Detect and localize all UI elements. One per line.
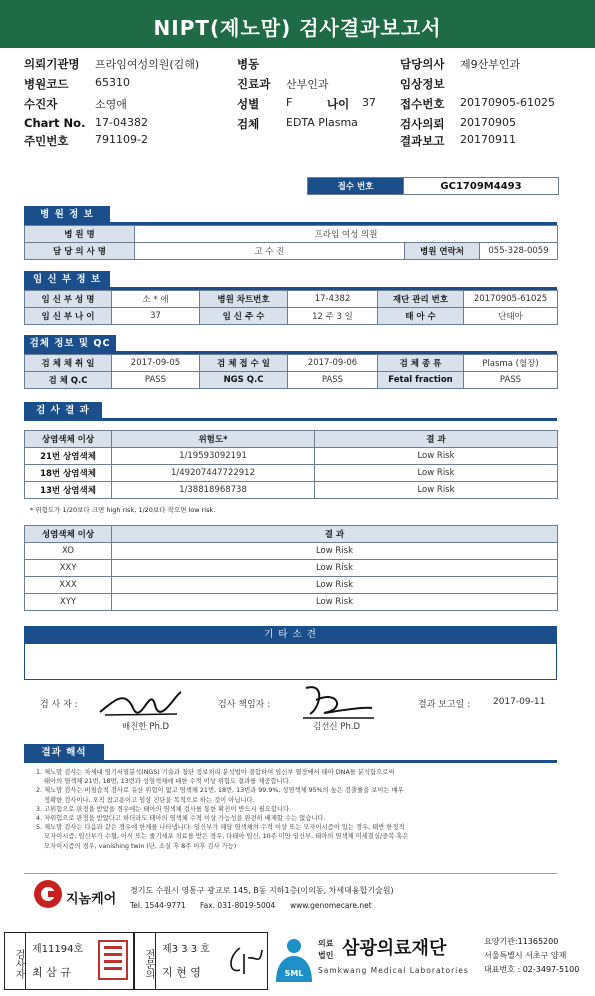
hospital-name-value: 프라임 여성 의원 [135, 226, 558, 243]
sample-type-value: Plasma (혈장) [464, 355, 558, 372]
doctor-name-value: 고 수 진 [135, 243, 405, 260]
sample-qc-value: PASS [112, 372, 200, 389]
result-value: Low Risk [112, 560, 558, 577]
age-label: 나이 [327, 97, 350, 111]
examiner-license: 제11194호 [32, 944, 84, 955]
chromosome-name: 18번 상염색체 [25, 465, 112, 482]
result-header: 결 과 [315, 431, 558, 448]
sml-logo-icon [272, 936, 316, 984]
request-date: 20170905 [460, 116, 516, 129]
report-date: 20170911 [460, 133, 516, 146]
examiner-signature [95, 680, 185, 720]
section-divider [24, 418, 557, 421]
dept-label: 진료과 [237, 77, 271, 91]
pregnant-age-label: 임 신 부 나 이 [25, 308, 112, 325]
ngs-qc-value: PASS [288, 372, 378, 389]
risk-value: 1/19593092191 [112, 448, 315, 465]
fetus-count-label: 태 아 수 [378, 308, 464, 325]
table-row [25, 560, 558, 577]
mgmt-number-value: 20170905-61025 [464, 291, 558, 308]
interpretation-line: 모자이시즘, 임신부가 수혈, 이식 또는 줄기세포 치료를 받은 경우, 다태아 임신, 10주 미만 임신부, 태아의 염색체 미세결실/중복 혹은 [44, 833, 409, 841]
chart-number-value: 17-4382 [288, 291, 378, 308]
table-row [25, 448, 558, 465]
interpretation-line: 4. 저위험으로 판정을 받았다고 하더라도 태아의 염색체 수적 이상 가능성을 완전히 배제할 수는 없습니다. [36, 815, 326, 823]
risk-footnote: * 위험도가 1/20보다 크면 high risk, 1/20보다 작으면 low risk. [30, 506, 216, 514]
interpretation-line: 태아의 염색체 21번, 18번, 13번과 성염색체에 대한 수적 이상 위험도 결과를 제공합니다. [44, 778, 291, 786]
risk-header: 위험도* [112, 431, 315, 448]
sex-chromosome-table [24, 525, 558, 611]
interpretation-line: 2. 제노맘 검사는 비침습적 검사로 유산 위험이 없고 염색체 21번, 18번, 13번과 99.9%, 성염색체 95%의 높은 검출률을 보이는 매우 [36, 787, 404, 795]
interpretation-text [36, 768, 551, 851]
company-address: 경기도 수원시 영통구 광교로 145, B동 지하1층(이의동, 차세대융합기술원) [130, 886, 394, 895]
interpretation-line: 1. 제노맘 검사는 차세대 염기서열분석(NGS) 기술과 첨단 정보처리 분석법이 결합하여 임신부 혈장에서 태아 DNA를 분석함으로써 [36, 769, 395, 776]
hospital-phone-label: 병원 연락처 [405, 243, 480, 260]
chief-label: 검사 책임자 : [218, 700, 271, 710]
result-value: Low Risk [112, 577, 558, 594]
pregnant-name-label: 임 신 부 성 명 [25, 291, 112, 308]
specimen-label: 검체 [237, 117, 260, 131]
table-row [25, 482, 558, 499]
chart-no: 17-04382 [95, 116, 148, 129]
autosome-header: 상염색체 이상 [25, 431, 112, 448]
hospital-info-table [24, 225, 558, 260]
chief-signature [298, 678, 378, 720]
interpretation-line: 3. 고위험으로 판정을 받았을 경우에는 태아의 염색체 검사를 통한 확진이 반드시 필요합니다. [36, 805, 292, 813]
chromosome-name: 13번 상염색체 [25, 482, 112, 499]
section-divider [24, 760, 557, 763]
examiner-name: 배진한 Ph.D [122, 722, 170, 732]
interpretation-line: 정확한 검사이나, 오직 참고용이고 임상 진단을 목적으로 하는 것이 아닙니다. [44, 796, 255, 804]
org-prefix-2: 법인 [318, 951, 334, 960]
dept: 산부인과 [286, 78, 329, 91]
hospital-code: 65310 [95, 76, 130, 89]
specialist-license: 제3 3 3 호 [162, 944, 210, 955]
gestation-weeks-label: 임 신 주 수 [200, 308, 288, 325]
company-name: 지놈케어 [66, 892, 117, 907]
autosome-table [24, 430, 558, 499]
receipt-table [307, 177, 559, 195]
sample-type-label: 검 체 종 류 [378, 355, 464, 372]
pregnant-age-value: 37 [112, 308, 200, 325]
hospital-name-label: 의뢰기관명 [24, 57, 80, 71]
sample-qc-label: 검 체 Q.C [25, 372, 112, 389]
report-date-label: 결과 보고일 : [418, 700, 471, 710]
examiner-seal [96, 938, 130, 982]
sex-chromosome-header: 성염색체 이상 [25, 526, 112, 543]
karyotype: XO [25, 543, 112, 560]
request-label: 검사의뢰 [400, 117, 445, 131]
ngs-qc-label: NGS Q.C [200, 372, 288, 389]
result-section-title: 검 사 결 과 [24, 402, 102, 419]
interpretation-section-title: 결과 해석 [24, 744, 104, 761]
result-value: Low Risk [315, 465, 558, 482]
doctor-name-label: 담 당 의 사 명 [25, 243, 135, 260]
hospital-name-label: 병 원 명 [25, 226, 135, 243]
chromosome-name: 21번 상염색체 [25, 448, 112, 465]
examiner-label: 검 사 자 : [40, 700, 78, 710]
hospital-code-label: 병원코드 [24, 77, 69, 91]
specialist-signature [226, 944, 264, 980]
doctor: 제9산부인과 [460, 58, 521, 71]
other-findings-title: 기 타 소 견 [24, 626, 557, 644]
karyotype: XXY [25, 560, 112, 577]
age: 37 [362, 96, 376, 109]
chart-label: Chart No. [24, 116, 86, 130]
org-phone: 대표번호 : 02-3497-5100 [484, 965, 580, 974]
org-address: 서울특별시 서초구 양재 [484, 951, 567, 960]
footer [0, 930, 595, 996]
table-row [25, 594, 558, 611]
sex: F [286, 96, 293, 109]
sml-logo-text: SML [284, 969, 304, 978]
org-prefix-1: 의료 [318, 939, 334, 948]
patient-info-table [24, 290, 558, 325]
fetus-count-value: 단태아 [464, 308, 558, 325]
result-value: Low Risk [315, 482, 558, 499]
result-value: Low Risk [112, 543, 558, 560]
company-tel: Tel. 1544-9771 [130, 901, 186, 910]
org-english-name: Samkwang Medical Laboratories [318, 966, 469, 975]
examiner-stamp-name: 최 삼 규 [32, 966, 71, 979]
hospital-section-title: 병 원 정 보 [24, 206, 110, 223]
karyotype: XYY [25, 594, 112, 611]
company-fax: Fax. 031-8019-5004 [200, 901, 276, 910]
other-findings-box [24, 644, 557, 680]
genomecare-logo-icon [34, 880, 62, 908]
patient-label: 수진자 [24, 97, 58, 111]
report-title: NIPT(제노맘) 검사결과보고서 [0, 0, 595, 48]
receive-date-value: 2017-09-06 [288, 355, 378, 372]
mgmt-number-label: 재단 관리 번호 [378, 291, 464, 308]
fetal-fraction-value: PASS [464, 372, 558, 389]
patient-section-title: 임 신 부 정 보 [24, 271, 110, 288]
interpretation-line: 5. 제노맘 검사는 다음과 같은 경우에 한계를 나타냅니다: 임신부가 해당 염색체의 수적 이상 또는 모자이시즘이 있는 경우, 태반 한정적 [36, 824, 405, 832]
risk-value: 1/49207447722912 [112, 465, 315, 482]
org-name: 삼광의료재단 [342, 938, 447, 959]
result-header: 결 과 [112, 526, 558, 543]
result-value: Low Risk [315, 448, 558, 465]
clinical-label: 임상정보 [400, 77, 445, 91]
hospital-name: 프라임여성의원(김해) [95, 58, 200, 71]
chief-name: 김선신 Ph.D [313, 722, 361, 732]
sample-section-title: 검체 정보 및 QC [24, 335, 116, 352]
result-value: Low Risk [112, 594, 558, 611]
id-no: 791109-2 [95, 133, 148, 146]
company-website: www.genomecare.net [290, 901, 372, 910]
id-label: 주민번호 [24, 134, 69, 148]
specialist-stamp-name: 지 현 영 [162, 966, 201, 979]
sample-info-table [24, 354, 558, 389]
table-row [25, 465, 558, 482]
collect-date-label: 검 체 채 취 일 [25, 355, 112, 372]
patient-name: 소영애 [95, 98, 127, 111]
report-date-label: 결과보고 [400, 134, 445, 148]
receipt-no: 20170905-61025 [460, 96, 555, 109]
risk-value: 1/38818968738 [112, 482, 315, 499]
receipt-label: 접수번호 [400, 97, 445, 111]
karyotype: XXX [25, 577, 112, 594]
sex-label: 성별 [237, 97, 260, 111]
specimen: EDTA Plasma [286, 116, 358, 129]
chart-number-label: 병원 차트번호 [200, 291, 288, 308]
fetal-fraction-label: Fetal fraction [378, 372, 464, 389]
receipt-number-value: GC1709M4493 [404, 178, 559, 195]
receive-date-label: 검 체 접 수 일 [200, 355, 288, 372]
divider [24, 873, 557, 874]
receipt-number-label: 접수 번호 [308, 178, 404, 195]
pregnant-name-value: 소 * 애 [112, 291, 200, 308]
specialist-tag: 전문의 [134, 932, 156, 990]
ward-label: 병동 [237, 57, 260, 71]
doctor-label: 담당의사 [400, 57, 445, 71]
interpretation-line: 모자이시즘의 경우, vanishing twin (단, 소실 후 8주 이후 검사 가능) [44, 842, 237, 850]
scanned-report [0, 168, 595, 928]
institution-code: 요양기관:11365200 [484, 937, 559, 946]
examiner-tag: 검사자 [4, 932, 26, 990]
table-row [25, 577, 558, 594]
hospital-phone-value: 055-328-0059 [480, 243, 558, 260]
report-date-value: 2017-09-11 [493, 697, 546, 707]
gestation-weeks-value: 12 주 3 일 [288, 308, 378, 325]
collect-date-value: 2017-09-05 [112, 355, 200, 372]
table-row [25, 543, 558, 560]
